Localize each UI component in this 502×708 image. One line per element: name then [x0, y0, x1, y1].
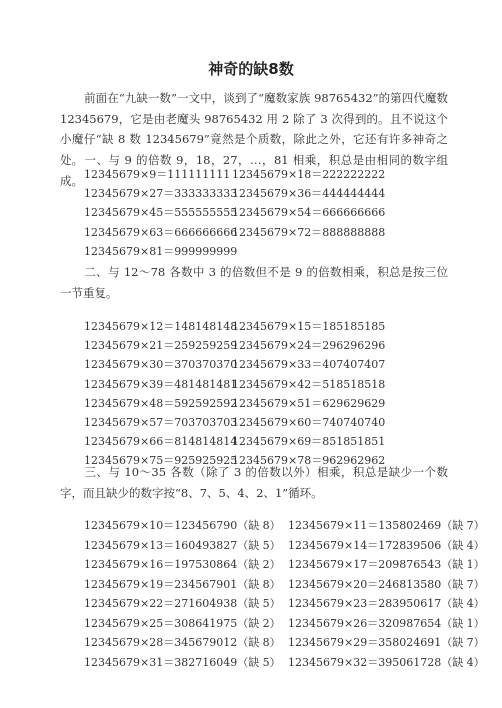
equation-row: [60, 414, 460, 432]
equation-row: [60, 204, 460, 222]
equation-text: 12345679×14＝172839506（缺 4）: [288, 538, 485, 552]
equation-row: [60, 337, 460, 355]
equation-row: [60, 356, 460, 374]
equation-row: [60, 654, 485, 672]
equation-row: [60, 376, 460, 394]
equation-text: 12345679×42＝518518518: [232, 377, 386, 391]
equation-text: 12345679×33＝407407407: [232, 358, 386, 372]
equation-text: 12345679×66＝814814814: [84, 435, 238, 449]
equation-row: [60, 395, 460, 413]
equation-text: 12345679×27＝333333333: [84, 187, 238, 201]
equation-text: 12345679×21＝259259259: [84, 339, 238, 353]
equation-text: 12345679×36＝444444444: [232, 187, 386, 201]
equation-text: 12345679×10＝123456790（缺 8）: [84, 519, 281, 532]
equation-row: [60, 556, 485, 574]
equation-text: 12345679×69＝851851851: [232, 435, 386, 449]
equation-text: 12345679×22＝271604938（缺 5）: [84, 597, 281, 610]
equation-text: 12345679×63＝666666666: [84, 225, 238, 239]
equation-text: 12345679×17＝209876543（缺 1）: [288, 558, 485, 571]
equation-text: 12345679×81＝999999999: [84, 244, 238, 258]
page-title: 神奇的缺8数: [208, 60, 294, 78]
equation-text: 12345679×11＝135802469（缺 7）: [288, 519, 485, 532]
equation-text: 12345679×54＝666666666: [232, 206, 386, 220]
equation-text: 12345679×23＝283950617（缺 4）: [288, 597, 485, 610]
equation-row: [60, 634, 485, 652]
section2-heading-text: 二、与 12～78 各数中 3 的倍数但不是 9 的倍数相乘，积总是按三位一节重复。: [60, 265, 448, 300]
equation-row: [60, 517, 485, 535]
equation-row: [60, 615, 485, 633]
intro-text: 前面在“九缺一数”一文中，谈到了“魔数家族 98765432”的第四代魔数 12345679，它是由老魔头 98765432 用 2 除了 3 次得到的。且不说这个小魔仔“缺 8 数 12345679”竟然是个质数，除此之外，它还有许多神奇之处。: [60, 91, 448, 167]
equation-text: 12345679×16＝197530864（缺 2）: [84, 558, 281, 571]
section3-heading-text: 三、与 10～35 各数（除了 3 的倍数以外）相乘，积总是缺少一个数字，而且缺少的数字按“8、7、5、4、2、1”循环。: [60, 465, 448, 500]
equation-row: [60, 433, 460, 451]
equation-text: 12345679×13＝160493827（缺 5）: [84, 538, 281, 552]
section1-heading-text: 一、与 9 的倍数 9，18，27，…，81 相乘，积总是由相同的数字组成。: [60, 153, 448, 188]
equation-text: 12345679×51＝629629629: [232, 396, 386, 410]
equation-row: [60, 318, 460, 336]
equation-text: 12345679×15＝185185185: [232, 320, 386, 333]
equation-text: 12345679×19＝234567901（缺 8）: [84, 577, 281, 591]
equation-text: 12345679×60＝740740740: [232, 416, 386, 429]
equation-text: 12345679×31＝382716049（缺 5）: [84, 655, 281, 669]
equation-text: 12345679×78＝962962962: [232, 454, 386, 468]
equation-row: [60, 185, 460, 203]
equation-text: 12345679×45＝555555555: [84, 206, 238, 220]
equation-text: 12345679×75＝925925925: [84, 454, 238, 468]
equation-row: [60, 166, 460, 184]
section2-heading: [60, 262, 448, 303]
equation-text: 12345679×25＝308641975（缺 2）: [84, 616, 281, 630]
equation-text: 12345679×18＝222222222: [232, 168, 386, 181]
equation-text: 12345679×39＝481481481: [84, 377, 238, 391]
equation-text: 12345679×30＝370370370: [84, 358, 238, 372]
equation-row: [60, 576, 485, 594]
equation-row: [60, 224, 460, 242]
equation-text: 12345679×28＝345679012（缺 8）: [84, 636, 281, 649]
equation-text: 12345679×26＝320987654（缺 1）: [288, 616, 485, 630]
equation-text: 12345679×48＝592592592: [84, 396, 238, 410]
equation-text: 12345679×72＝888888888: [232, 225, 386, 239]
equation-text: 12345679×24＝296296296: [232, 339, 386, 353]
equation-text: 12345679×9＝111111111: [84, 168, 231, 181]
equation-text: 12345679×57＝703703703: [84, 416, 238, 429]
equation-text: 12345679×29＝358024691（缺 7）: [288, 636, 485, 649]
equation-text: 12345679×20＝246813580（缺 7）: [288, 577, 485, 591]
equation-text: 12345679×12＝148148148: [84, 320, 238, 333]
equation-row: [60, 537, 485, 555]
equation-row: [60, 595, 485, 613]
section3-heading: [60, 462, 448, 503]
equation-text: 12345679×32＝395061728（缺 4）: [288, 655, 485, 669]
equation-row: [60, 243, 460, 261]
